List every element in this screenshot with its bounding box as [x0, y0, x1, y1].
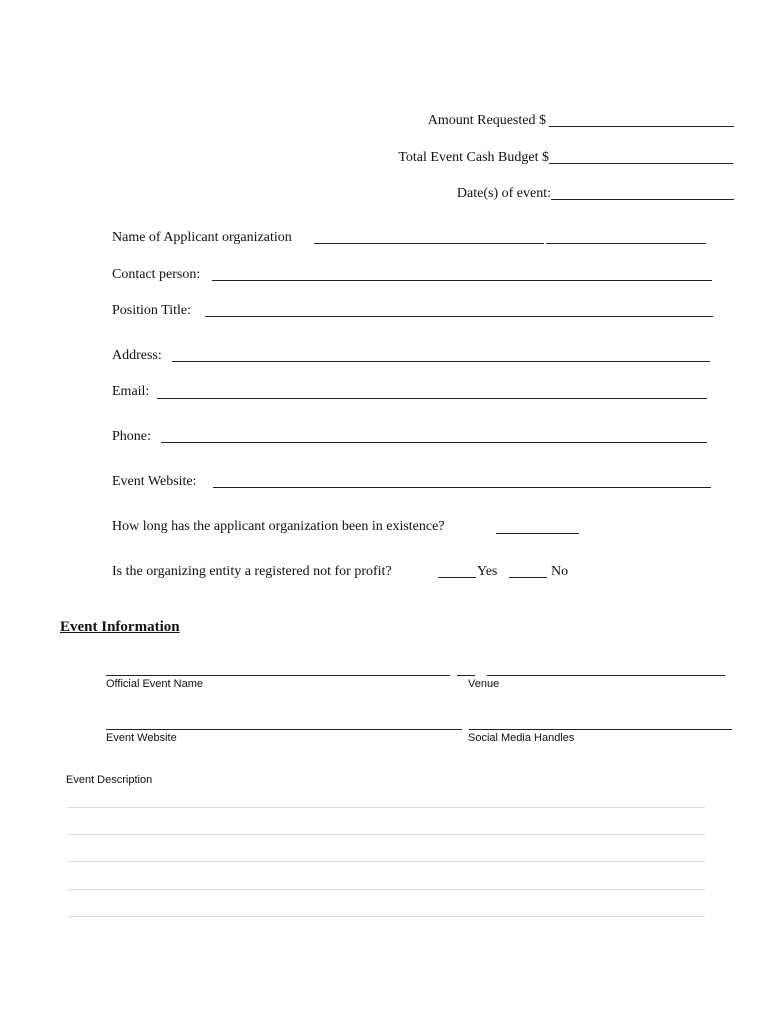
phone-field[interactable]: [161, 442, 416, 443]
address-label: Address:: [112, 348, 162, 363]
event-dates-field[interactable]: [551, 199, 734, 200]
official-event-name-label: Official Event Name: [106, 678, 204, 690]
email-label: Email:: [112, 384, 150, 399]
nonprofit-no-field[interactable]: [509, 577, 547, 578]
nonprofit-yes-field[interactable]: [438, 577, 476, 578]
event-description-label: Event Description: [66, 774, 153, 786]
event-information-heading: Event Information: [60, 619, 180, 635]
existence-question-label: How long has the applicant organization been in existence?: [112, 519, 445, 534]
org-name-field[interactable]: [314, 243, 544, 244]
amount-requested-field[interactable]: [549, 126, 734, 127]
address-field[interactable]: [172, 361, 710, 362]
social-media-label: Social Media Handles: [468, 732, 575, 744]
event-website-label: Event Website:: [112, 474, 197, 489]
email-field[interactable]: [157, 398, 707, 399]
org-name-field-extension[interactable]: [546, 243, 706, 244]
separator-field[interactable]: [457, 675, 475, 676]
social-media-field[interactable]: [469, 729, 732, 730]
event-website-field[interactable]: [213, 487, 711, 488]
description-line[interactable]: [68, 861, 705, 862]
event-website-info-field[interactable]: [106, 729, 462, 730]
phone-label: Phone:: [112, 429, 151, 444]
event-dates-label: Date(s) of event:: [456, 186, 551, 201]
org-name-label: Name of Applicant organization: [112, 230, 292, 245]
amount-requested-label: Amount Requested $: [427, 113, 546, 128]
existence-answer-field[interactable]: [496, 533, 579, 534]
description-line[interactable]: [68, 916, 705, 917]
venue-label: Venue: [468, 678, 500, 690]
total-budget-field[interactable]: [549, 163, 733, 164]
nonprofit-question-label: Is the organizing entity a registered not for profit?: [112, 564, 392, 579]
description-line[interactable]: [68, 889, 705, 890]
nonprofit-yes-label: Yes: [477, 564, 498, 579]
position-title-label: Position Title:: [112, 303, 191, 318]
contact-person-field[interactable]: [212, 280, 712, 281]
event-website-info-label: Event Website: [106, 732, 177, 744]
contact-person-label: Contact person:: [112, 267, 201, 282]
total-budget-label: Total Event Cash Budget $: [398, 150, 549, 165]
nonprofit-no-label: No: [551, 564, 569, 579]
phone-field-extension[interactable]: [416, 442, 707, 443]
venue-field[interactable]: [487, 675, 725, 676]
official-event-name-field[interactable]: [106, 675, 450, 676]
description-line[interactable]: [68, 834, 705, 835]
description-line[interactable]: [68, 807, 705, 808]
position-title-field[interactable]: [205, 316, 713, 317]
